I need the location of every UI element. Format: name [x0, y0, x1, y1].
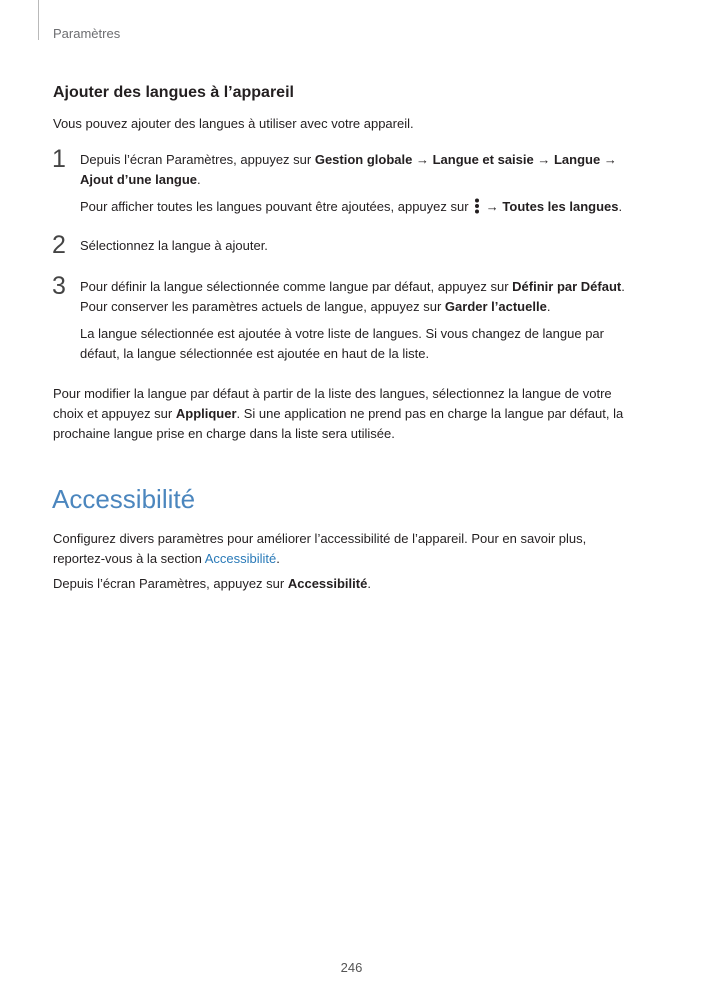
step-2-text: Sélectionnez la langue à ajouter. — [80, 238, 268, 253]
menu-path-gestion-globale: Gestion globale — [314, 152, 413, 167]
accessibility-paragraph — [53, 529, 586, 569]
step-3-note-line: La langue sélectionnée est ajoutée à votre liste de langues. Si vous changez de langue par — [80, 326, 604, 341]
step-number-3: 3 — [52, 272, 66, 300]
accessibility-line: Configurez divers paramètres pour améliorer l’accessibilité de l’appareil. Pour en savoir plus, — [53, 531, 587, 546]
arrow-separator: → — [600, 152, 617, 167]
accessibility-line: reportez-vous à la section — [53, 551, 205, 566]
page-number: 246 — [340, 960, 363, 975]
punctuation: . — [367, 576, 371, 591]
option-definir-par-defaut: Définir par Défaut — [512, 279, 622, 294]
step-3-text — [80, 277, 625, 317]
step-1-note-text: Pour afficher toutes les langues pouvant être ajoutées, appuyez sur — [80, 199, 473, 214]
menu-path-toutes-langues: Toutes les langues — [502, 199, 619, 214]
step-1-text — [80, 150, 617, 190]
outro-line: Pour modifier la langue par défaut à partir de la liste des langues, sélectionnez la langue de votre — [53, 386, 612, 401]
step-number-2: 2 — [52, 231, 66, 259]
arrow-separator: → — [533, 152, 554, 167]
punctuation: . — [197, 172, 201, 187]
section-title: Ajouter des langues à l’appareil — [53, 84, 294, 101]
step-3-note — [80, 324, 604, 364]
step-number-1: 1 — [52, 145, 66, 173]
outro-line: . Si une application ne prend pas en charge la langue par défaut, la — [236, 406, 624, 421]
arrow-separator: → — [412, 152, 433, 167]
step-3-text-part: Pour conserver les paramètres actuels de langue, appuyez sur — [80, 299, 445, 314]
option-appliquer: Appliquer — [175, 406, 237, 421]
step-1-note — [80, 197, 622, 217]
outro-line: choix et appuyez sur — [53, 406, 176, 421]
punctuation: . — [618, 199, 623, 214]
punctuation: . — [276, 551, 280, 566]
accessibility-instruction — [53, 574, 371, 594]
menu-path-accessibilite: Accessibilité — [287, 576, 368, 591]
step-3-text-part: Pour définir la langue sélectionnée comme langue par défaut, appuyez sur — [80, 279, 513, 294]
step-1-text-part: Depuis l’écran Paramètres, appuyez sur — [80, 152, 315, 167]
accessibility-line: Depuis l’écran Paramètres, appuyez sur — [53, 576, 288, 591]
menu-path-langue: Langue — [553, 152, 601, 167]
more-options-icon — [473, 198, 481, 214]
intro-paragraph: Vous pouvez ajouter des langues à utiliser avec votre appareil. — [53, 116, 414, 131]
accessibility-heading: Accessibilité — [52, 484, 196, 514]
menu-path-langue-et-saisie: Langue et saisie — [432, 152, 534, 167]
step-3-note-line: défaut, la langue sélectionnée est ajoutée en haut de la liste. — [80, 346, 430, 361]
punctuation: . — [621, 279, 625, 294]
outro-paragraph — [53, 384, 623, 444]
header-divider — [38, 0, 39, 40]
accessibility-link[interactable]: Accessibilité — [204, 551, 277, 566]
option-garder-actuelle: Garder l’actuelle — [444, 299, 547, 314]
menu-path-ajout-langue: Ajout d’une langue — [80, 172, 197, 187]
punctuation: . — [546, 299, 551, 314]
outro-line: prochaine langue prise en charge dans la liste sera utilisée. — [53, 426, 395, 441]
running-header: Paramètres — [53, 26, 121, 41]
arrow-separator: → — [482, 199, 503, 214]
